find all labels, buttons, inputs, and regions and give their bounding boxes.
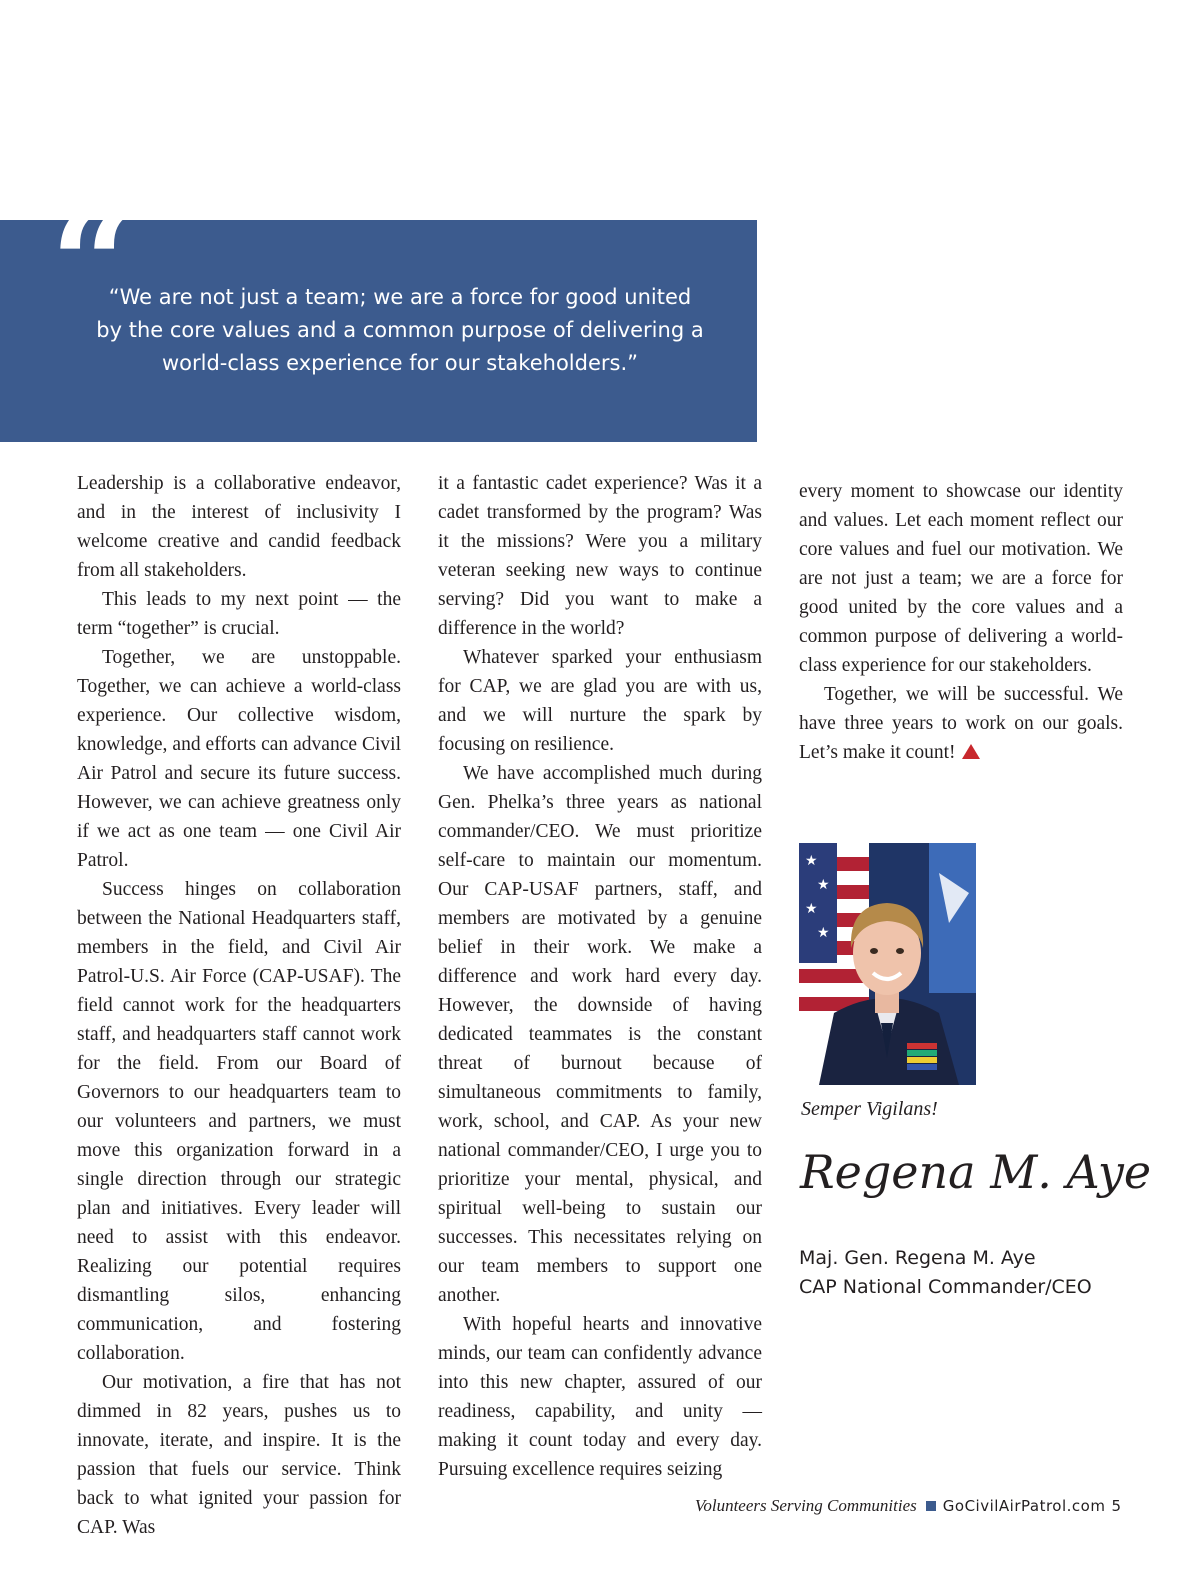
final-sentence: Together, we will be successful. We have three years to work on our goals. Let’s make it count!: [799, 684, 1123, 763]
portrait-photo: [799, 843, 976, 1085]
paragraph: With hopeful hearts and innovative minds, our team can confidently advance into this new chapter, assured of our readiness, capability, and unity — making it count today and every day. Pursuing excellence requires seizing: [438, 1314, 762, 1480]
pull-quote-line: “We are not just a team; we are a force for good united: [108, 285, 692, 309]
svg-text:★: ★: [817, 877, 830, 893]
pull-quote-line: world-class experience for our stakeholders.”: [161, 351, 639, 375]
paragraph: Together, we are unstoppable. Together, we can achieve a world-class experience. Our collective wisdom, knowledge, and efforts can advance Civil Air Patrol and secure its future success. However, we can achieve greatness only if we act as one team — one Civil Air Patrol.: [77, 647, 401, 871]
article-column-1: [77, 469, 401, 1542]
svg-text:★: ★: [805, 853, 818, 869]
article-column-2: [438, 469, 762, 1484]
square-bullet-icon: [926, 1501, 936, 1511]
open-quote-icon: “: [50, 177, 137, 353]
paragraph: every moment to showcase our identity and values. Let each moment reflect our core values and fuel our motivation. We are not just a team; we are a force for good united by the core values and a common purpose of delivering a world-class experience for our stakeholders.: [799, 481, 1123, 676]
svg-text:★: ★: [805, 901, 818, 917]
paragraph: Whatever sparked your enthusiasm for CAP, we are glad you are with us, and we will nurture the spark by focusing on resilience.: [438, 647, 762, 755]
signatory-title: CAP National Commander/CEO: [799, 1276, 1092, 1298]
paragraph: Leadership is a collaborative endeavor, and in the interest of inclusivity I welcome creative and candid feedback from all stakeholders.: [77, 473, 401, 581]
paragraph: This leads to my next point — the term “together” is crucial.: [77, 589, 401, 639]
paragraph: it a fantastic cadet experience? Was it a cadet transformed by the program? Was it the missions? Were you a military veteran seeking new ways to continue serving? Did you want to make a difference in the world?: [438, 473, 762, 639]
signature: [800, 1138, 1152, 1218]
pull-quote-line: by the core values and a common purpose of delivering a: [96, 318, 704, 342]
footer-website: GoCivilAirPatrol.com: [942, 1497, 1106, 1515]
signature-text: Regena M. Aye: [800, 1145, 1152, 1199]
page-number: 5: [1111, 1497, 1121, 1515]
closing-motto: Semper Vigilans!: [801, 1098, 938, 1120]
signatory: [799, 1244, 1092, 1302]
article-column-3: [799, 477, 1123, 767]
svg-text:★: ★: [817, 925, 830, 941]
end-triangle-icon: [962, 744, 980, 759]
signatory-name: Maj. Gen. Regena M. Aye: [799, 1247, 1036, 1269]
footer-tagline: Volunteers Serving Communities: [694, 1496, 917, 1515]
paragraph: Our motivation, a fire that has not dimmed in 82 years, pushes us to innovate, iterate, and inspire. It is the passion that fuels our service. Think back to what ignited your passion for CAP. Was: [77, 1372, 401, 1538]
paragraph-final: [799, 680, 1123, 767]
pull-quote-text: [40, 281, 760, 380]
paragraph: We have accomplished much during Gen. Phelka’s three years as national commander/CEO. We must prioritize self-care to maintain our momentum. Our CAP-USAF partners, staff, and members are motivated by a genuine belief in their work. We make a difference and work hard every day. However, the downside of having dedicated teammates is the constant threat of burnout because of simultaneous commitments to family, work, school, and CAP. As your new national commander/CEO, I urge you to prioritize your mental, physical, and spiritual well-being to sustain our successes. This necessitates relying on our team members to support one another.: [438, 763, 762, 1306]
paragraph: Success hinges on collaboration between the National Headquarters staff, members in the field, and Civil Air Patrol-U.S. Air Force (CAP-USAF). The field cannot work for the headquarters staff, and headquarters staff cannot work for the field. From our Board of Governors to our headquarters team to our volunteers and partners, we must move this organization forward in a single direction through our strategic plan and initiatives. Every leader will need to assist with this endeavor. Realizing our potential requires dismantling silos, enhancing communication, and fostering collaboration.: [77, 879, 401, 1364]
portrait-illustration: [799, 843, 976, 1085]
page-footer: [695, 1496, 1121, 1516]
